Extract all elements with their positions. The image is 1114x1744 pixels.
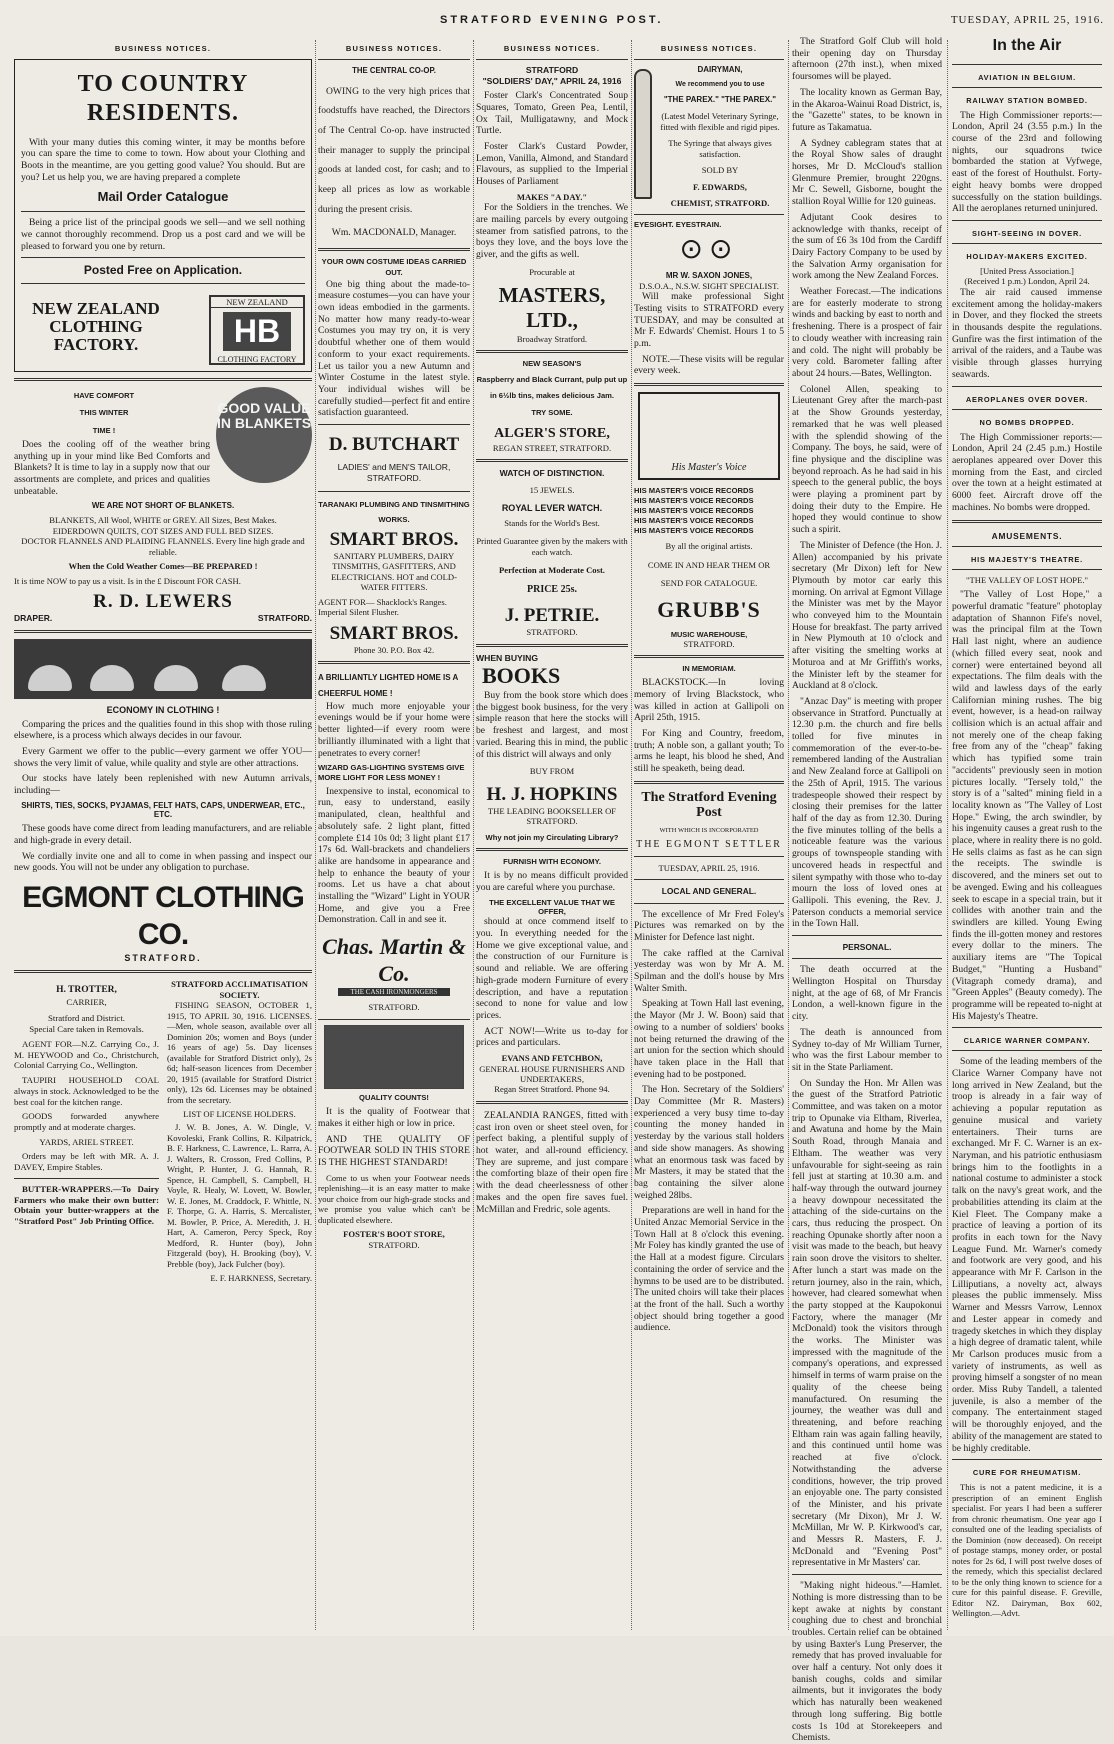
ad-body: should at once commend itself to you. In everything needed for the Home we give exceptional value, and the construction of our Furniture is sound and reliable. We are offering high-grade modern Furniture of every description, and have a reputation second to none for value and low prices. (476, 916, 628, 1021)
ad-line: E. F. HARKNESS, Secretary. (210, 1273, 312, 1284)
ad-body: We cordially invite one and all to come in when passing and inspect our new goods. You will not be under any obligation to purchase. (14, 850, 312, 874)
hopkins-name: H. J. HOPKINS (486, 783, 618, 805)
news-paragraph: The locality known as German Bay, in the Akaroa-Wainui Road District, is, the "Gazette" states, to be known in future as Takamatua. (792, 86, 942, 133)
news-paragraph: Colonel Allen, speaking to Lieutenant Grey after the march-past at the Show Grounds yesterday, remarked that he was well pleased with the splendid showing of the Company. The boys, he said, were of fine physique and the discipline was beyond reproach. As he had said in his speech to the general public, the boys were playing a prominent part by doing their duty to the Empire. He hoped they would continue to show such a spirit. (792, 383, 942, 536)
ad-line: STRATFORD. (526, 627, 578, 638)
smart-bros-name: SMART BROS. (329, 622, 459, 644)
ad-line: Why not join my Circulating Library? (485, 832, 619, 842)
news-headline: SIGHT-SEEING IN DOVER. (972, 228, 1082, 238)
egmont-clothing-ad (14, 639, 312, 965)
egmont-name: EGMONT CLOTHING CO. (22, 881, 304, 951)
ad-line: D.S.O.A., N.S.W. SIGHT SPECIALIST. (639, 280, 779, 291)
ad-line: Stands for the World's Best. (504, 517, 600, 528)
news-paragraph: The Hon. Secretary of the Soldiers' Day Committee (Mr R. Masters) experienced a very busy time to-day counting the money handed in yesterday by the various stall holders and side show managers. As showing what an enormous task was faced by Mr Masters, it may be stated that the bag containing the silver alone weighed 28lbs. (634, 1084, 784, 1201)
ad-body: Orders may be left with MR. A. J. DAVEY, Empire Stables. (14, 1151, 159, 1173)
ad-body: Does the cooling off of the weather bring anything up in your mind like Bed Comforts and Blankets? It is time to lay in a supply now that our assortments are complete, and prices and qualities unbeatable. (14, 438, 210, 497)
ad-line: STRATFORD. (124, 953, 202, 964)
ad-line: BUY FROM (529, 766, 575, 777)
ad-subheadline: Mail Order Catalogue (97, 189, 229, 205)
ad-body: SANITARY PLUMBERS, DAIRY TINSMITHS, GASFITTERS, AND ELECTRICIANS. HOT and COLD-WATER FITTERS. (331, 550, 457, 593)
column-rule (788, 40, 789, 1630)
news-paragraph: Some of the leading members of the Clarice Warner Company have not long arrived in New Zealand, but the troop is already in a fair way of achieving a popular reputation as genuine musical and variety entertainers. Their turns are exchanged. Mr F. C. Warner is an ex-Naryman, and his patriotic enthusiasm brings him to the footlights in a national costume to administer a stock talk on the navy's great work, and the probabilities attending its claim at the Kiel Fleet. The Company make a practice of leaving a portion of its profits in each town for the Navy League Fund. Mr. Warner's comedy and footwork are very good, and his appearance with Mr F. Carlson in the Lilliputians, a novelty act, always pleases the public immensely. Miss Warner and Messrs Varrow, Lennox and Lester appear in comedy and tragedy sketches in which they display a high degree of dramatic talent, while Mr Carlson produces music from a variety of instruments, as well as proving himself a songster of no mean order. Miss Ruby Tandell, a talented juvenile, is also a member of the company. The entertainment staged will be thoroughly enjoyed, and the ability of the management are stated to be highly creditable. (952, 1056, 1102, 1454)
ad-body: Printed Guarantee given by the makers with each watch. (476, 536, 628, 557)
smart-bros-name: SMART BROS. (329, 528, 459, 550)
ad-subheadline: THE CENTRAL CO-OP. (352, 66, 436, 76)
ad-body: For the Soldiers in the trenches. We are mailing parcels by every outgoing steamer from satisfied patrons, to the boys they love, and the boys love the giver, and the gifts as well. (476, 202, 628, 261)
column-rule (473, 40, 474, 1630)
ad-line: SHIRTS, TIES, SOCKS, PYJAMAS, FELT HATS, CAPS, UNDERWEAR, ETC., ETC. (21, 800, 305, 820)
ad-line: Regan Street Stratford. Phone 94. (494, 1084, 610, 1095)
ad-body: Buy from the book store which does the biggest book business, for the very simple reason that here the stocks will be freshest and largest, and most varied. Bearing this in mind, the public of this district will always and only (476, 690, 628, 760)
column-rule (315, 40, 316, 1630)
ad-subheadline: WHEN BUYING (476, 652, 539, 663)
ad-heading-line: TIME ! (92, 425, 116, 435)
ad-body: It is by no means difficult provided you are careful where you purchase. (476, 870, 628, 894)
news-headline: "THE VALLEY OF LOST HOPE." (965, 574, 1088, 585)
butchart-name: D. BUTCHART (328, 434, 460, 456)
ad-body: OWING to the very high prices that foodstuffs have reached, the Directors of The Central Co-op. have instructed their manager to supply the principal goods at landed cost, for cash; and to keep all prices as low as workable during the present crisis. (318, 85, 470, 215)
logo-text: CLOTHING FACTORY (217, 355, 297, 365)
ad-headline: TO COUNTRY RESIDENTS. (77, 71, 249, 127)
ad-subheadline: WE ARE NOT SHORT OF BLANKETS. (91, 501, 235, 511)
ad-subheadline: ECONOMY IN CLOTHING ! (106, 704, 220, 715)
ad-line: Procurable at (529, 266, 575, 277)
ad-line: SOLD BY (701, 165, 739, 176)
ad-body: Foster Clark's Custard Powder, Lemon, Vanilla, Almond, and Standard Flavours, as supplied to the Imperial Houses of Parliament (476, 140, 628, 188)
ad-line: By all the original artists. (665, 541, 753, 552)
news-headline: HIS MAJESTY'S THEATRE. (970, 554, 1084, 564)
ad-body: NOTE.—These visits will be regular every week. (634, 353, 784, 377)
syringe-illustration (634, 69, 652, 199)
news-paragraph: The cake raffled at the Carnival yesterday was won by Mr A. M. Spilman and the doll's house by Mrs Walter Smith. (634, 947, 784, 994)
country-residents-ad (14, 59, 312, 372)
hats-illustration (14, 639, 312, 699)
ad-body: AGENT FOR— Shacklock's Ranges. Imperial Silent Flusher. (318, 596, 447, 618)
ad-subheadline: DAIRYMAN, (697, 65, 743, 75)
section-heading: AMUSEMENTS. (991, 530, 1063, 541)
column-4 (634, 42, 784, 1628)
news-headline: HOLIDAY-MAKERS EXCITED. (966, 251, 1088, 261)
news-paragraph: "Anzac Day" is meeting with proper observance in Stratford. Punctually at 12.30 p.m. the church and fire bells tolled for five minutes in commemoration of the ever-to-be-remembered landing of the Australian and New Zealand force at Gallipoli on the 25th of April, 1915. The various tradespeople showed their respect by closing their premises for the latter half of the day as from 12.30. During the five minutes tolling of the bells a noticeable feature was the various groups of townspeople standing with uncovered heads in respectful and silent sympathy with those who to-day mourn the loss of loved ones at Gallipoli. This evening, the Rev. J. Paterson conducts a memorial service in the Town Hall. (792, 695, 942, 930)
ad-line: MUSIC WAREHOUSE, (670, 629, 748, 639)
grubbs-name: GRUBB'S (657, 596, 761, 622)
news-headline: NO BOMBS DROPPED. (979, 417, 1075, 427)
ad-body: FISHING SEASON, OCTOBER 1, 1915, TO APRIL 30, 1916. LICENSES.—Men, whole season, available over all Dominion 20s; women and Boys (under 16 years of age) 5s. Day licenses (available for Stratford District only), 2s 6d; half-season licences from December 20, 1915 (available for Stratford District only), 12s 6d. Licenses may be obtained from the secretary. (167, 1000, 312, 1105)
ad-body: Raspberry and Black Currant, pulp put up in 6½lb tins, makes delicious Jam. (476, 375, 628, 401)
column-5 (792, 36, 943, 1744)
news-headline: RAILWAY STATION BOMBED. (966, 95, 1088, 105)
ad-line: EVANS AND FETCHBON, (501, 1053, 603, 1064)
ad-line: WITH WHICH IS INCORPORATED (659, 826, 759, 834)
ad-line: Stratford and District. (48, 1013, 125, 1024)
ad-body: Every Garment we offer to the public—every garment we offer YOU—shows the very limit of value, while quality and style are other attractions. (14, 745, 312, 769)
ad-subheadline: EYESIGHT. EYESTRAIN. (634, 219, 722, 229)
ad-body: AGENT FOR—N.Z. Carrying Co., J. M. HEYWOOD and Co., Christchurch, Colonial Carrying Co., Wellington. (14, 1038, 159, 1071)
masthead-title: STRATFORD EVENING POST. (440, 14, 664, 26)
ad-line: BLANKETS, All Wool, WHITE or GREY. All Sizes, Best Makes. (49, 515, 277, 526)
news-paragraph: The Minister of Defence (the Hon. J. Allen) accompanied by his private secretary (Mr Dixon) left for New Plymouth by motor car early this morning. On arrival at Egmont Village the Minister was met by the Mayor who conveyed him to the Mountain House for breakfast. The party arrived in New Plymouth at 10 o'clock and after visiting the smelting works at Moturoa and at Mr Griffith's works, the Minister left by the steamer for Auckland at 8 o'clock. (792, 539, 942, 692)
section-header: BUSINESS NOTICES. (503, 44, 601, 53)
ad-subheadline: THE EXCELLENT VALUE THAT WE OFFER, (489, 897, 615, 917)
column-2 (318, 42, 470, 1628)
ad-subheadline: LIST OF LICENSE HOLDERS. (183, 1109, 296, 1119)
news-paragraph: "The Valley of Lost Hope," a powerful dramatic "feature" photoplay adaptation of Shannon Fife's novel, was the principal film at the Town Hall last night, where an audience (which filled every seat, nook and corner) were entertained beyond all expectations. The film deals with the wild and lawless days of the early Californian mining rushes. The big event, however, is a head-on railway collision which is an actual affair and not merely one of the cheap faking free from any of the "cheap" faking which has typified some train "accidents" previously seen in motion pictures locally. "Tersely told," the story is of a "salted" mining field in a locality known as "The Valley of Lost Hope." Ewing, the arch swindler, by his ingenuity causes a great rush to the place, where in reality there is no gold. He sells claims as fast as he can sign the receipts. The swindle is discovered, and the miners set out to be avenged. Ewing and his colleagues seek to escape in a special train, but it collides with another train and the swindlers are killed. Young Ewing finds the ill-gotten money and restores every dollar to the miners. The auxiliary items are "The Topical Budget," "Hunting a Husband" (Vitagraph comedy drama), and "Green Apples" (Beauty comedy). The programme will be repeated to-night at His Majesty's Theatre. (952, 589, 1102, 1022)
ad-line: COME IN AND HEAR THEM OR (647, 559, 771, 570)
ad-line: CARRIER, (66, 996, 107, 1007)
ad-subheadline: STRATFORD ACCLIMATISATION SOCIETY. (171, 979, 308, 1000)
news-paragraph: The excellence of Mr Fred Foley's Pictures was remarked on by the Minister for Defence last night. (634, 908, 784, 943)
his-masters-voice-illustration (638, 392, 780, 480)
ad-heading-line: HAVE COMFORT (73, 391, 135, 401)
ad-subheadline: MR W. SAXON JONES, (665, 270, 753, 280)
ad-line: When the Cold Weather Comes—BE PREPARED ! (68, 561, 258, 572)
ad-body: The Syringe that always gives satisfaction. (668, 138, 772, 159)
ad-subheadline: IN MEMORIAM. (682, 664, 736, 674)
ad-line: F. EDWARDS, (693, 181, 747, 192)
masthead (0, 14, 1114, 32)
ad-line: DOCTOR FLANNELS AND PLAIDING FLANNELS. Every line high grade and reliable. (21, 536, 305, 557)
ad-line: STRATFORD. (366, 472, 422, 483)
ad-body: For King and Country, freedom, truth; A noble son, a gallant youth; To arms he leapt, his blood he shed, And still he speaketh, being dead. (634, 728, 784, 775)
ad-line: Wm. MACDONALD, Manager. (331, 227, 457, 239)
news-paragraph: Weather Forecast.—The indications are for easterly moderate to strong winds and backing by east to north and freshening. There is a prospect of fair to cloudy weather with increasing rain and cold. The night will probably be very cold. Barometer falling after about 24 hours.—Bates, Wellington. (792, 286, 943, 379)
ad-line: PRICE 25s. (526, 583, 577, 595)
column-rule (947, 40, 948, 1630)
ad-subheadline: WATCH OF DISTINCTION. (499, 468, 605, 479)
logo-mark: HB (223, 312, 291, 351)
news-dateline: (Received 1 p.m.) London, April 24. (964, 276, 1090, 287)
masthead-date: TUESDAY, APRIL 25, 1916. (950, 14, 1104, 26)
section-heading: LOCAL AND GENERAL. (661, 886, 757, 897)
ad-heading-line: THIS WINTER (79, 408, 129, 418)
ad-body: With your many duties this coming winter, it may be months before you can spare the time to come to town. How about your Clothing and Boots in the meantime, are you getting good value? You should. But are you? Let us help you, we are having prepared a complete (21, 136, 305, 183)
ad-body: ACT NOW!—Write us to-day for prices and particulars. (476, 1025, 628, 1049)
ad-line: GENERAL HOUSE FURNISHERS AND UNDERTAKERS, (479, 1063, 625, 1084)
ad-line: DRAPER. (14, 613, 53, 624)
column-1 (14, 42, 312, 1628)
ad-line: HIS MASTER'S VOICE RECORDS (634, 515, 754, 525)
ad-line: REGAN STREET, STRATFORD. (492, 442, 612, 453)
paper-name: The Stratford Evening Post (641, 789, 777, 821)
ad-body: Our stocks have lately been replenished with new Autumn arrivals, including— (14, 773, 312, 797)
trotter-name: H. TROTTER, (56, 985, 117, 996)
algers-name: ALGER'S STORE, (494, 426, 610, 442)
ad-body: Will make professional Sight Testing visits to STRATFORD every TUESDAY, and may be consulted at Mr F. Edwards' Chemist. Hours 1 to 5 p.m. (634, 291, 784, 350)
news-paragraph: On Sunday the Hon. Mr Allen was the guest of the Stratford Patriotic Committee, and was taken on a motor trip to Opunake via Eltham, Riverlea, and Awatuna and home by the Main South Road, through Manaia and Eltham. The weather was very unfavourable for sight-seeing as rain fell just at starting at 10.30 a.m. and half-way through the outward journey a heavy downpour necessitated the attaching of the side-curtains on the cars, thus reducing the prospect. On reaching Opunake shortly after noon a visit was made to the beach, but heavy rain soon drove the visitors to shelter. After lunch a start was made on the return journey, also in the rain, which, however, had cleared somewhat when the party stopped at the Kaupokonui Factory, where the manager (Mr McDonald) took the visitors through the works. The Minister was impressed with the magnitude of the company's operations, and expressed himself in terms of warm praise on the quality of the cheese being manufactured. On resuming the journey, the weather was dull and threatening, and before reaching Eltham rain was again falling heavily, and this continued until home was reached at five o'clock. Notwithstanding the adverse conditions, however, the trip proved an enjoyable one. The party consisted of the Minister, and his private secretary (Mr Dixon), Mr J. W. McMillan, Mr W. P. Kirkwood's car, and Messrs R. Masters, F. J. McDonald and "Evening Post" representative in Mr Masters' car. (792, 1077, 942, 1569)
ad-subheadline: QUALITY COUNTS! (359, 1092, 429, 1102)
ad-line: We recommend you to use (675, 80, 765, 88)
ad-line: HIS MASTER'S VOICE RECORDS (634, 525, 754, 535)
ad-line: Perfection at Moderate Cost. (499, 565, 605, 576)
ad-line: Broadway Stratford. (516, 333, 588, 344)
ad-subheadline: Posted Free on Application. (83, 263, 243, 278)
ad-subheadline: NEW SEASON'S (522, 359, 582, 369)
ad-line: STRATFORD. (257, 613, 312, 624)
ad-subheadline: "SOLDIERS' DAY," APRIL 24, 1916 (482, 75, 622, 86)
ad-line: THE LEADING BOOKSELLER OF STRATFORD. (487, 805, 617, 827)
ad-body: Comparing the prices and the qualities found in this shop with those ruling elsewhere, is a process which always decides in our favour. (14, 718, 312, 742)
news-paragraph: The Stratford Golf Club will hold their opening day on Thursday afternoon (27th inst.), when mixed foursomes will be played. (792, 36, 942, 83)
section-header: BUSINESS NOTICES. (660, 44, 758, 53)
ad-line: LADIES' and MEN'S TAILOR, (337, 462, 451, 473)
ad-line: TRY SOME. (531, 408, 573, 418)
ad-line: THE EGMONT SETTLER (636, 838, 782, 850)
ad-line: YARDS, ARIEL STREET. (39, 1136, 134, 1147)
ad-line: HIS MASTER'S VOICE RECORDS (634, 495, 754, 505)
ad-line: SEND FOR CATALOGUE. (660, 578, 758, 589)
section-header: BUSINESS NOTICES. (114, 44, 212, 53)
ad-line: HIS MASTER'S VOICE RECORDS (634, 486, 754, 496)
news-headline: CLARICE WARNER COMPANY. (963, 1036, 1091, 1046)
ad-body: It is the quality of Footwear that makes it either high or low in price. (318, 1106, 470, 1129)
ad-subheadline: TARANAKI PLUMBING AND TINSMITHING WORKS. (318, 500, 470, 525)
ad-body: Come to us when your Footwear needs replenishing—it is an easy matter to make your choice from our high-grade stocks and we promise you value which can't be duplicated elsewhere. (318, 1172, 470, 1225)
ad-line: 15 JEWELS. (529, 484, 575, 495)
news-headline: CURE FOR RHEUMATISM. (972, 1468, 1082, 1478)
logo-text: THE CASH IRONMONGERS (338, 988, 450, 997)
blankets-ad (14, 387, 312, 623)
nz-clothing-factory: NEW ZEALAND CLOTHING FACTORY. (32, 298, 160, 355)
ad-line: FOSTER'S BOOT STORE, (343, 1229, 445, 1240)
ad-body: GOODS forwarded anywhere promptly and at moderate charges. (14, 1111, 159, 1132)
ad-line: STRATFORD. (368, 1002, 420, 1013)
ad-body: BLACKSTOCK.—In loving memory of Irving Blackstock, who was killed in action at Gallipoli on April 25th, 1915. (634, 677, 784, 724)
logo-text: His Master's Voice (671, 461, 747, 473)
ad-body: One big thing about the made-to-measure costumes—you can have your own ideas embodied in the garments. No matter how many ready-to-wear Costumes you may try on, it is very doubtful whether one of them would conform to your exact requirements. Let us tailor you a new Autumn and Winter Costume in the latest style. Your individual wishes will be carefully studied—perfect fit and entire satisfaction guaranteed. (318, 278, 470, 419)
news-headline: AVIATION IN BELGIUM. (978, 72, 1076, 82)
logo-text: NEW ZEALAND (211, 297, 303, 308)
section-heading: PERSONAL. (842, 942, 892, 953)
news-paragraph: "Making night hideous."—Hamlet. Nothing is more distressing than to be kept awake at nights by constant coughing due to chest and bronchial troubles. Certain relief can be obtained by using Baxter's Lung Preserver, the remedy that has proved invaluable for over half a century. Not only does it banish coughs, colds and similar ailments, but it invigorates the body which has naturally been weakened through long suffering. Big bottle costs 1s 10d at Storekeepers and Chemists. (792, 1580, 942, 1744)
column-rule (631, 40, 632, 1630)
news-paragraph: This is not a patent medicine, it is a prescription of an eminent English specialist. For years I had been a sufferer from chronic rheumatism. One year ago I consulted one of the leading specialists of the Dominion (now deceased). On receipt of postage stamps, money order, or postal notes for 2s 6d, I will post twelve doses of the remedy, which this specialist declared to be the only thing known to science for a cure for this painful disease. F. Greville, Editor NZ. Dairyman, Box 602, Wellington.—Advt. (952, 1482, 1102, 1619)
ad-body: (Latest Model Veterinary Syringe, fitted with flexible and rigid pipes. (660, 111, 780, 132)
news-paragraph: Adjutant Cook desires to acknowledge with thanks, receipt of the sum of £6 3s 10d from the Cardiff Dairy Factory Company to be used by the Salvation Army organisation for work among the New Zealand Forces. (792, 211, 942, 282)
ad-body: Being a price list of the principal goods we sell—and we sell nothing we cannot thoroughly recommend. Drop us a post card and we will be pleased to forward you one by return. (21, 217, 305, 252)
news-paragraph: The air raid caused immense excitement among the holiday-makers in Dover, and they flocked the streets in thousands despite the regulations. Gunfire was the first intimation of the arrival of the raiders, and a Taube was visible through glasses hurrying seawards. (952, 286, 1102, 380)
news-paragraph: A Sydney cablegram states that at the Royal Show sales of draught horses, Mr D. McCloud's stallion Glenmure Premier, brought 220gns. Mr C. Sewell, Gisborne, bought the stallion Royal Willie for 120 guineas. (792, 137, 942, 208)
ad-subheadline: ROYAL LEVER WATCH. (501, 502, 603, 513)
masters-name: MASTERS, LTD., (498, 283, 606, 333)
issue-date: TUESDAY, APRIL 25, 1916. (658, 862, 760, 873)
ad-subheadline: FURNISH WITH ECONOMY. (503, 857, 601, 867)
ad-line: STRATFORD. (368, 1239, 420, 1250)
bottom-notices (14, 979, 312, 1284)
hb-logo (209, 295, 305, 365)
column-3 (476, 42, 628, 1628)
ad-body: BUTTER-WRAPPERS.—To Dairy Farmers who make their own butter: Obtain your butter-wrappers at the "Stratford Post" Job Printing Office. (14, 1183, 159, 1226)
news-headline: AEROPLANES OVER DOVER. (965, 394, 1089, 404)
news-paragraph: The High Commissioner reports:—London, April 24 (2.45 p.m.) Hostile aeroplanes appeared over Dover this morning from the East, and circled over the town at a height estimated at 6000 feet. Aircraft drove off the machines. No bombs were dropped. (952, 431, 1102, 513)
ad-body: ZEALANDIA RANGES, fitted with cast iron oven or sheet steel oven, for perfect baking, a plentiful supply of hot water, and all-round efficiency. They are supreme, and just compare the comforting blaze of their open fire with the dead cheerlessness of other makes and the open fire saves fuel. McMillan and Fredric, sole agents. (476, 1109, 628, 1215)
news-paragraph: The High Commissioner reports:—London, April 24 (3.55 p.m.) In the course of the 23rd and following nights, our squadrons twice bombarded the station at Vyfwege, east of the forest of Houthulst. Forty-eight heavy bombs were dropped successfully on the station buildings. All the aeroplanes returned uninjured. (952, 109, 1102, 215)
martin-logo: Chas. Martin & Co. (322, 934, 466, 987)
news-credit: [United Press Association.] (980, 265, 1074, 276)
ad-body: Foster Clark's Concentrated Soup Squares, Tomato, Green Pea, Lentil, Ox Tail, Mulligatawny, and Mock Turtle. (476, 90, 628, 137)
ad-line: CHEMIST, STRATFORD. (670, 198, 770, 209)
news-paragraph: Speaking at Town Hall last evening, the Mayor (Mr J. W. Boon) said that owing to a number of soldiers' books not being returned the drawing of the art union for the section which should have taken place in the Hall that evening had to be postponed. (634, 998, 784, 1080)
ad-body: These goods have come direct from leading manufacturers, and are reliable and high-grade in every detail. (14, 823, 312, 846)
ad-line: STRATFORD. (683, 638, 735, 649)
good-value-badge: GOOD VALUE IN BLANKETS (216, 387, 312, 483)
ad-subheadline: WIZARD GAS-LIGHTING SYSTEMS GIVE MORE LIGHT FOR LESS MONEY ! (318, 763, 465, 782)
ad-subheadline: "THE PAREX." "THE PAREX." (663, 95, 777, 105)
ad-line: Phone 30. P.O. Box 42. (353, 644, 435, 655)
news-paragraph: The death occurred at the Wellington Hospital on Thursday night, at the age of 68, of Mr Francis London, a well-known figure in the city. (792, 964, 942, 1023)
ad-line: STRATFORD (525, 65, 579, 76)
news-paragraph: Preparations are well in hand for the United Anzac Memorial Service in the Town Hall at 8 o'clock this evening. Mr Foley has kindly granted the use of the Hall at a modest figure. Circulars containing the order of service and the hymns to be used are to be distributed. The united choirs will take their places at the front of the hall. Such a worthy object should bring together a good audience. (634, 1205, 784, 1334)
boots-illustration (324, 1025, 464, 1089)
ad-body: TAUPIRI HOUSEHOLD COAL always in stock. Acknowledged to be the best coal for the kitchen range. (14, 1075, 159, 1107)
ad-line: MAKES "A DAY." (516, 191, 588, 202)
ad-body: AND THE QUALITY OF FOOTWEAR SOLD IN THIS STORE IS THE HIGHEST STANDARD! (318, 1133, 470, 1168)
section-header: BUSINESS NOTICES. (345, 44, 443, 53)
ad-body: J. W. B. Jones, A. W. Dingle, V. Kovoleski, Frank Collins, R. Kilpatrick, B. F. Harkness, C. Lawrence, L. Rarra, A. J. Walters, R. Crosson, Fred Collins, P. Wright, P. Hunter, J. G. Hannah, R. Spence, H. Campbell, S. Campbell, H. Voyle, R. Healy, W. Lovett, W. Bowler, W. E. Jones, M. Craddock, F. Whittle, N. F. Thorpe, G. A. Harris, S. Mercalister, M. Bowler, P. Price, A. Meredith, J. H. Hart, A. Cameron, Percy Speck, Roy Medford, R. Hunter (boy), John Fitzgerald (boy), H. Brooking (boy), V. Prebble (boy), Jack Fulcher (boy). (167, 1122, 312, 1269)
ad-line: Special Care taken in Removals. (29, 1024, 144, 1035)
petrie-name: J. PETRIE. (504, 605, 600, 627)
ad-body: Inexpensive to instal, economical to run, easy to understand, easily manipulated, clean, healthful and absolutely safe. 2 light plant, fitted complete £14 10s 0d; 3 light plant £17 17s 6d. Wall-brackets and chandeliers alike are handsome in appearance and help to enhance the beauty of your rooms. Let us have a chat about installing the "Wizard" Light in YOUR Home, and give you a Free Demonstration. Call in and see it. (318, 785, 470, 926)
column-6 (952, 36, 1102, 1628)
ad-line: HIS MASTER'S VOICE RECORDS (634, 505, 754, 515)
spectacles-icon: ⊙⊙ (679, 233, 739, 265)
ad-line: EIDERDOWN QUILTS, COT SIZES AND FULL BED SIZES. (52, 525, 274, 536)
ad-line: It is time NOW to pay us a visit. Is in the £ Discount FOR CASH. (14, 575, 241, 586)
books-headline: BOOKS (482, 663, 561, 689)
section-title: In the Air (992, 37, 1062, 54)
lewers-name: R. D. LEWERS (93, 591, 233, 612)
news-paragraph: The death is announced from Sydney to-day of Mr William Turner, who was the first Labour member to sit in the State Parliament. (792, 1026, 942, 1073)
ad-subheadline: YOUR OWN COSTUME IDEAS CARRIED OUT. (321, 257, 467, 278)
ad-body: How much more enjoyable your evenings would be if your home were better lighted—if every room were brilliantly illuminated with a light that penetrates to every corner! (318, 700, 470, 759)
ad-subheadline: A BRILLIANTLY LIGHTED HOME IS A CHEERFUL HOME ! (318, 673, 459, 698)
